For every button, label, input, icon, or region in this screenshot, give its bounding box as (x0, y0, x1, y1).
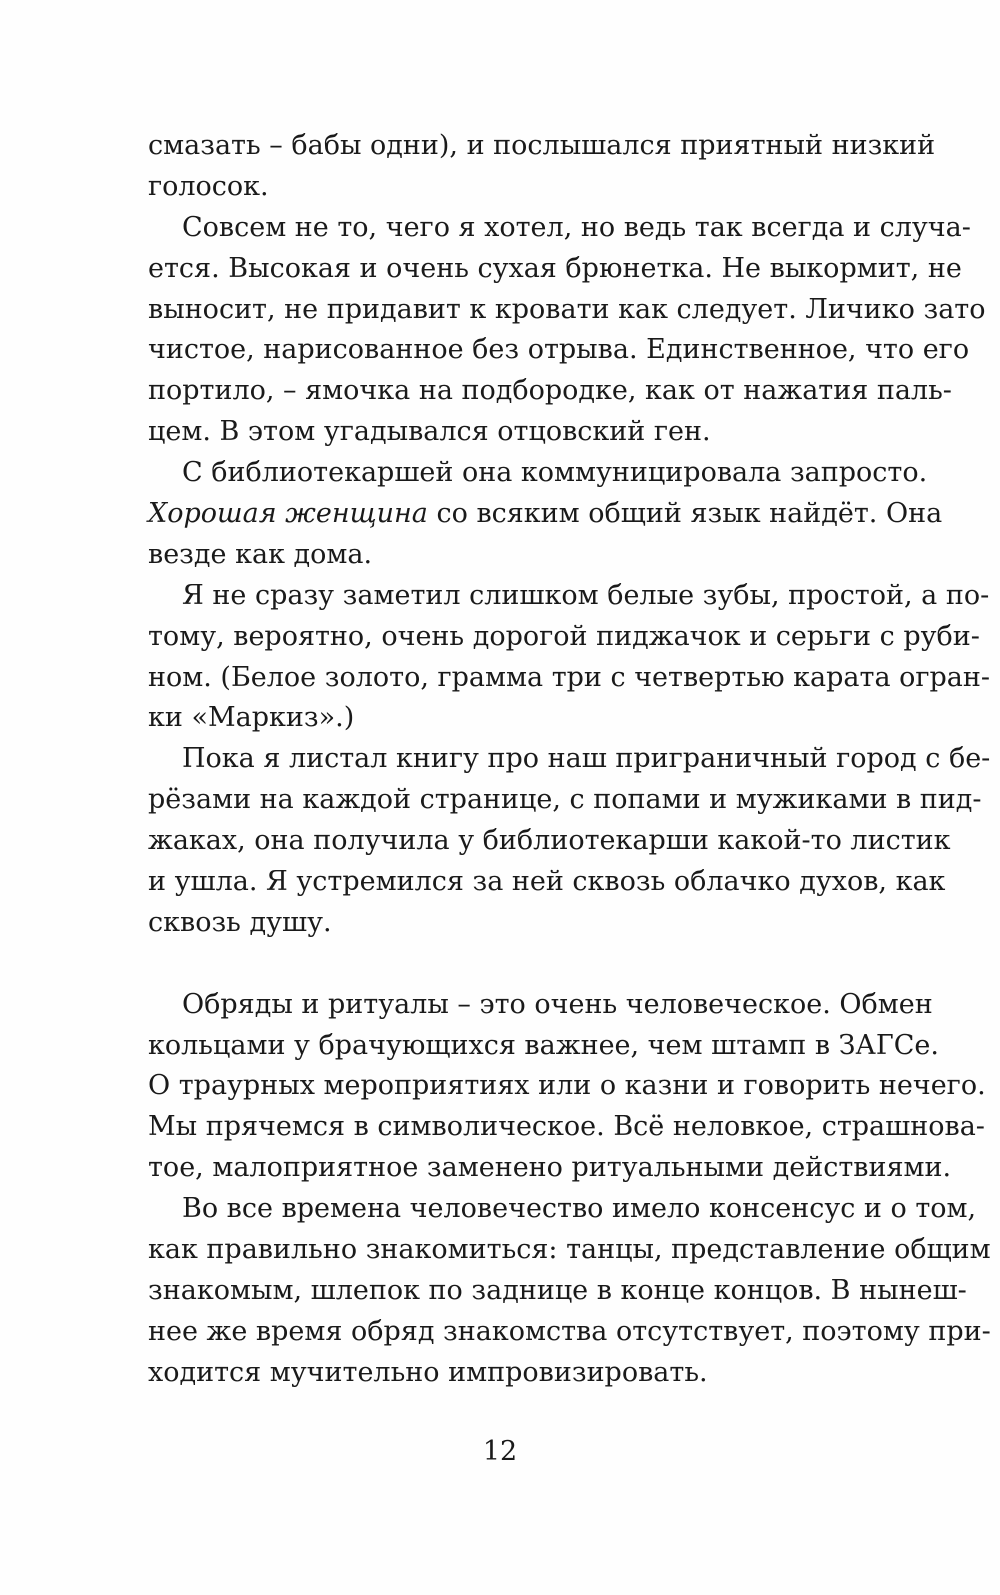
text-line: сквозь душу. (148, 906, 332, 938)
text-line: тому, вероятно, очень дорогой пиджачок и серьги с руби- (148, 620, 980, 652)
paragraph-1 (148, 126, 936, 208)
text-line: и ушла. Я устремился за ней сквозь облачко духов, как (148, 866, 946, 898)
text-line: цем. В этом угадывался отцовский ген. (148, 416, 711, 448)
page-number: 12 (482, 1436, 518, 1467)
italic-phrase: Хорошая женщина (148, 498, 428, 530)
text-line: Во все времена человечество имело консенсус и о том, (182, 1193, 977, 1225)
text-line: нее же время обряд знакомства отсутствует, поэтому при- (148, 1315, 991, 1347)
text-line: как правильно знакомиться: танцы, представление общим (148, 1234, 991, 1266)
text-line: ходится мучительно импровизировать. (148, 1356, 708, 1388)
text-line: ки «Маркиз».) (148, 702, 355, 734)
text-line: кольцами у брачующихся важнее, чем штамп в ЗАГСе. (148, 1029, 939, 1061)
text-line: С библиотекаршей она коммуницировала запросто. (182, 457, 928, 489)
paragraph-6 (148, 985, 986, 1189)
text-line: смазать – бабы одни), и послышался приятный низкий (148, 130, 936, 161)
paragraph-3 (148, 453, 943, 576)
text-line: тое, малоприятное заменено ритуальными действиями. (148, 1152, 952, 1184)
text-line: знакомым, шлепок по заднице в конце концов. В нынеш- (148, 1274, 967, 1306)
text-line: голосок. (148, 170, 269, 202)
paragraph-4 (148, 576, 991, 740)
text-line: Совсем не то, чего я хотел, но ведь так всегда и случа- (182, 211, 971, 243)
section-break (148, 944, 888, 985)
text-line: Мы прячемся в символическое. Всё неловкое, страшнова- (148, 1111, 985, 1143)
paragraph-7 (148, 1189, 991, 1393)
body-text (148, 126, 991, 1394)
text-line: О траурных мероприятиях или о казни и говорить нечего. (148, 1070, 986, 1102)
text-line: Пока я листал книгу про наш приграничный город с бе- (182, 743, 991, 775)
text-line: жаках, она получила у библиотекарши какой-то листик (148, 825, 951, 857)
text-line: везде как дома. (148, 538, 373, 570)
text-line: портило, – ямочка на подбородке, как от нажатия паль- (148, 375, 952, 407)
text-line: чистое, нарисованное без отрыва. Единственное, что его (148, 334, 970, 366)
text-line: Я не сразу заметил слишком белые зубы, простой, а по- (182, 579, 990, 611)
paragraph-2 (148, 208, 986, 453)
text-line: Обряды и ритуалы – это очень человеческое. Обмен (182, 988, 933, 1020)
paragraph-5 (148, 739, 991, 943)
text-line: ном. (Белое золото, грамма три с четвертью карата огран- (148, 661, 991, 693)
text-line-with-italic: Хорошая женщина со всяким общий язык найдёт. Она (148, 498, 943, 530)
text-line: выносит, не придавит к кровати как следует. Личико зато (148, 293, 986, 325)
text-line: ется. Высокая и очень сухая брюнетка. Не выкормит, не (148, 252, 962, 284)
text-line: рёзами на каждой странице, с попами и мужиками в пид- (148, 784, 982, 816)
